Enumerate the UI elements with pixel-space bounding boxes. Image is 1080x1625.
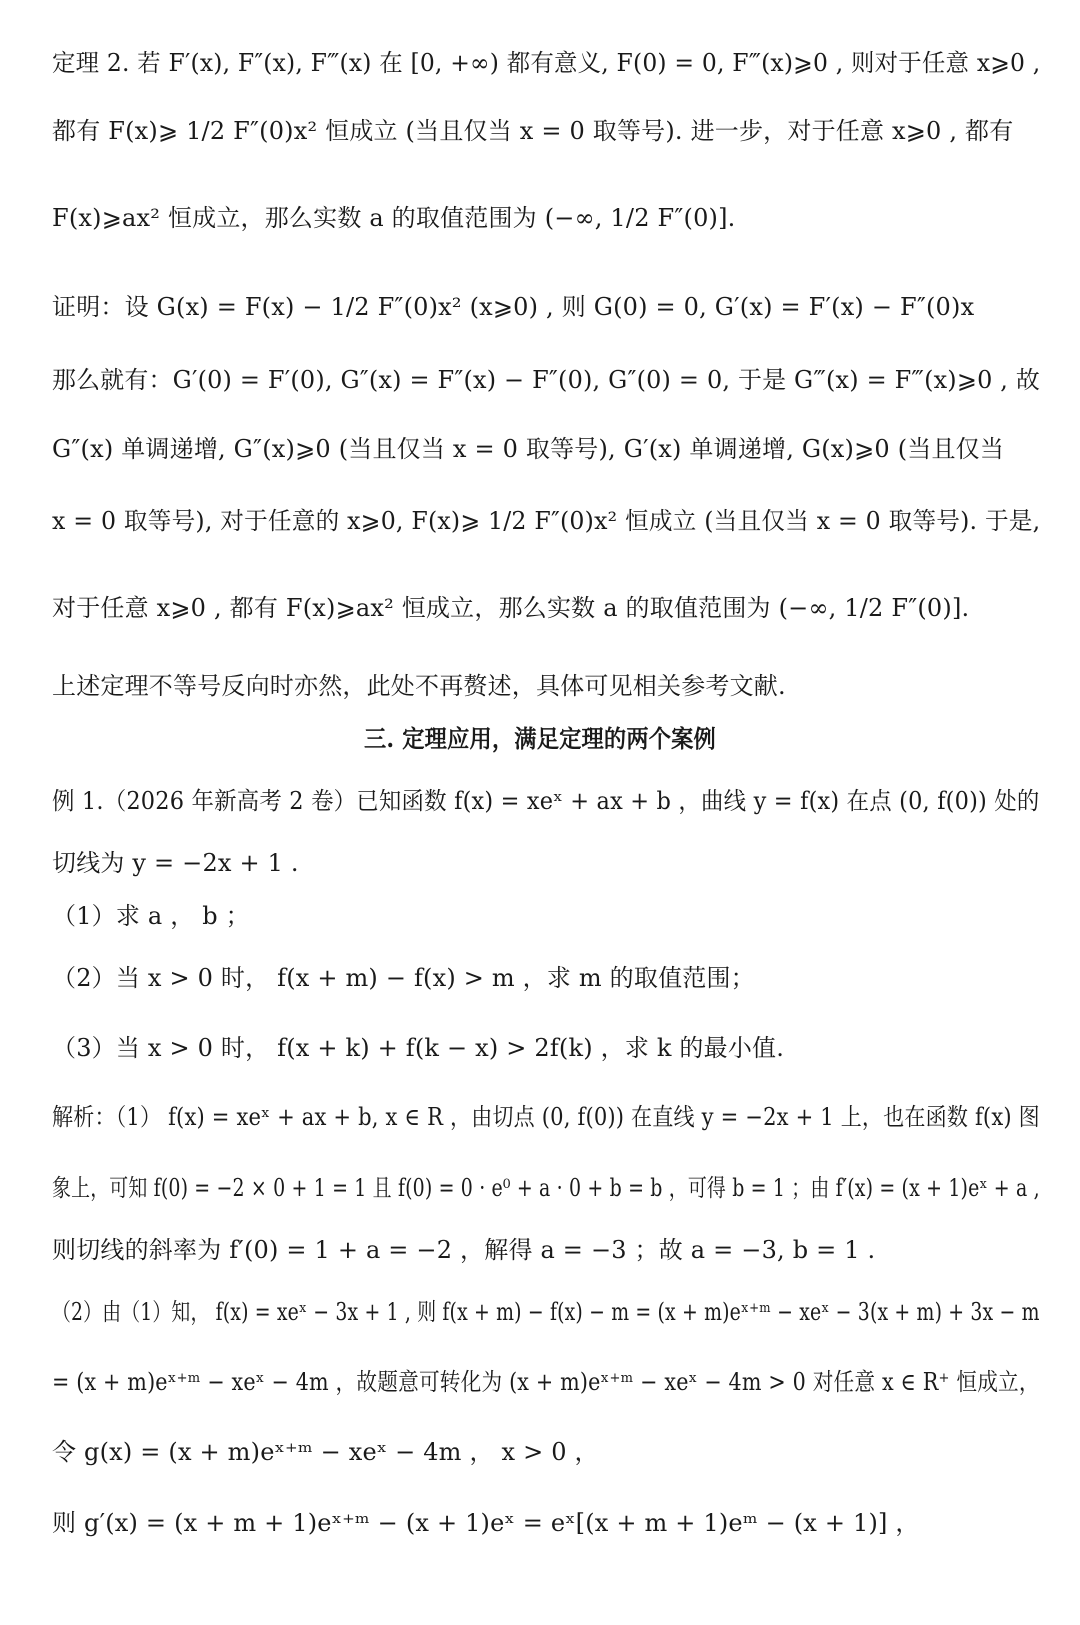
text-line-ex1-l1: 例 1.（2026 年新高考 2 卷）已知函数 f(x) = xeˣ + ax + b ，曲线 y = f(x) 在点 (0, f(0)) 处的 xyxy=(52,787,1040,815)
text-line-ex1-q3: （3）当 x > 0 时， f(x + k) + f(k − x) > 2f(k) ，求 k 的最小值. xyxy=(52,1034,785,1062)
text-line-sol-l7: 则 g′(x) = (x + m + 1)eˣ⁺ᵐ − (x + 1)eˣ = eˣ[(x + m + 1)eᵐ − (x + 1)] ， xyxy=(52,1509,920,1537)
text-line-sol-l4: （2）由（1）知， f(x) = xeˣ − 3x + 1 , 则 f(x + m) − f(x) − m = (x + m)eˣ⁺ᵐ − xeˣ − 3(x + m) + 3x − m xyxy=(52,1298,1040,1326)
text-line-proof-l2: 那么就有：G′(0) = F′(0), G″(x) = F″(x) − F″(0), G″(0) = 0, 于是 G‴(x) = F‴(x)⩾0 , 故 xyxy=(52,366,1041,394)
text-line-ex1-q2: （2）当 x > 0 时， f(x + m) − f(x) > m ，求 m 的取值范围； xyxy=(52,964,755,992)
text-line-sol-l1: 解析：（1） f(x) = xeˣ + ax + b, x ∈ R ，由切点 (0, f(0)) 在直线 y = −2x + 1 上，也在函数 f(x) 图 xyxy=(52,1103,1040,1131)
text-line-sol-l2: 象上，可知 f(0) = −2 × 0 + 1 = 1 且 f(0) = 0 · e⁰ + a · 0 + b = b ，可得 b = 1 ；由 f′(x) = (x + 1)eˣ + a , xyxy=(52,1174,1040,1202)
text-line-sol-l6: 令 g(x) = (x + m)eˣ⁺ᵐ − xeˣ − 4m ， x > 0 ， xyxy=(52,1438,599,1466)
text-line-proof-l1: 证明：设 G(x) = F(x) − 1/2 F″(0)x² (x⩾0) , 则 G(0) = 0, G′(x) = F′(x) − F″(0)x xyxy=(52,293,975,321)
text-line-sol-l3: 则切线的斜率为 f′(0) = 1 + a = −2 ，解得 a = −3 ；故 a = −3, b = 1 . xyxy=(52,1236,876,1264)
text-line-proof-l5: 对于任意 x⩾0 , 都有 F(x)⩾ax² 恒成立，那么实数 a 的取值范围为 (−∞, 1/2 F″(0)]. xyxy=(52,594,970,622)
text-line-thm2-l2: 都有 F(x)⩾ 1/2 F″(0)x² 恒成立 (当且仅当 x = 0 取等号). 进一步，对于任意 x⩾0 , 都有 xyxy=(52,117,1014,145)
text-line-ex1-q1: （1）求 a ， b ； xyxy=(52,902,250,930)
text-line-ex1-l2: 切线为 y = −2x + 1 . xyxy=(52,849,299,877)
text-line-sol-l5: = (x + m)eˣ⁺ᵐ − xeˣ − 4m ，故题意可转化为 (x + m)eˣ⁺ᵐ − xeˣ − 4m > 0 对任意 x ∈ R⁺ 恒成立， xyxy=(52,1368,1040,1396)
text-line-proof-l4: x = 0 取等号), 对于任意的 x⩾0, F(x)⩾ 1/2 F″(0)x² 恒成立 (当且仅当 x = 0 取等号). 于是, xyxy=(52,507,1041,535)
text-line-section-title: 三. 定理应用，满足定理的两个案例 xyxy=(364,724,716,753)
text-line-proof-l3: G″(x) 单调递增, G″(x)⩾0 (当且仅当 x = 0 取等号), G′(x) 单调递增, G(x)⩾0 (当且仅当 xyxy=(52,435,1005,463)
text-line-thm2-l3: F(x)⩾ax² 恒成立，那么实数 a 的取值范围为 (−∞, 1/2 F″(0)]. xyxy=(52,204,736,232)
text-line-remark: 上述定理不等号反向时亦然，此处不再赘述，具体可见相关参考文献. xyxy=(52,672,786,700)
text-line-thm2-l1: 定理 2. 若 F′(x), F″(x), F‴(x) 在 [0, +∞) 都有意义, F(0) = 0, F‴(x)⩾0 , 则对于任意 x⩾0 , xyxy=(52,49,1041,77)
